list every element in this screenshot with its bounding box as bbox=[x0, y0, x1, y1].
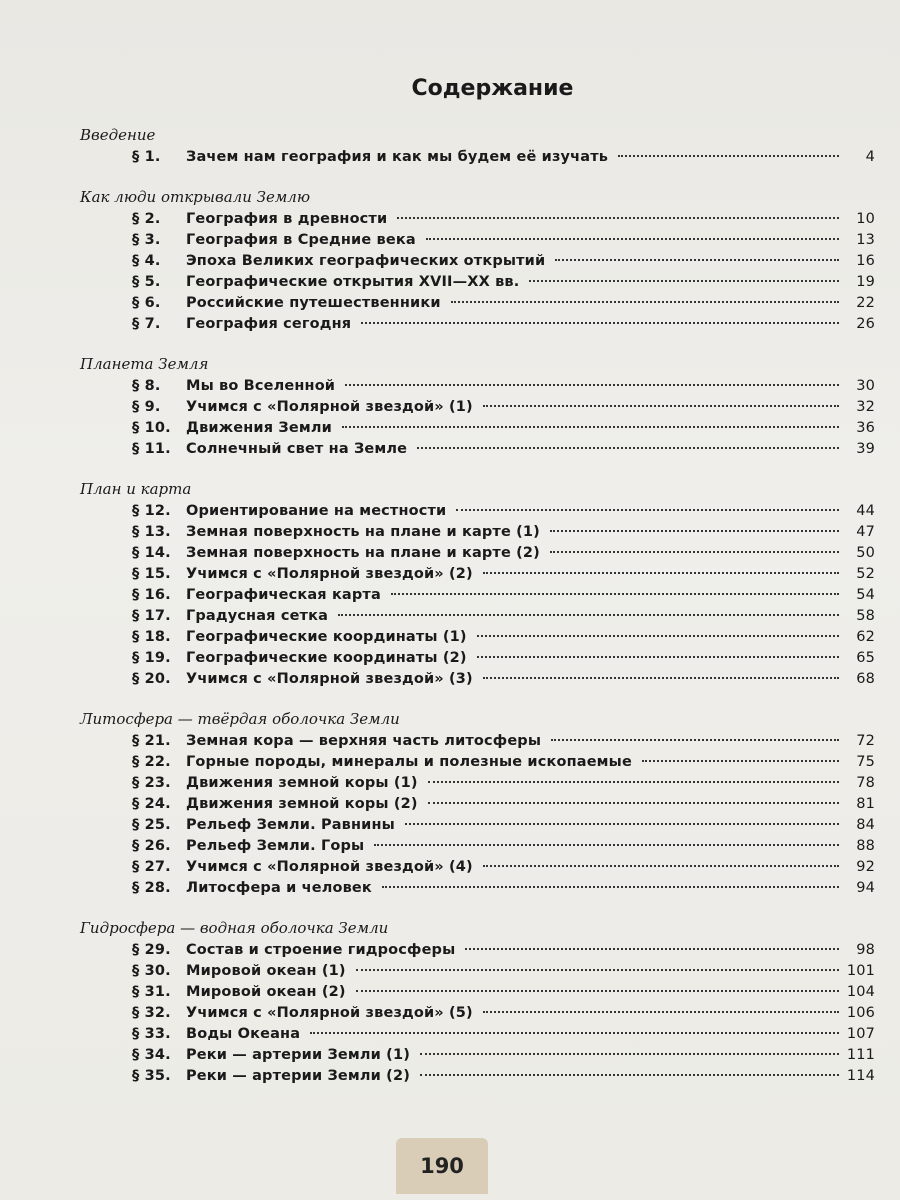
page-title: Содержание bbox=[411, 76, 574, 101]
entry-page-number: 92 bbox=[856, 859, 875, 875]
entry-page-number: 78 bbox=[856, 775, 875, 791]
dot-leader bbox=[391, 593, 839, 595]
entry-title: Мировой океан (2) bbox=[186, 984, 346, 1000]
paragraph-number: § 18. bbox=[132, 629, 171, 645]
section-title: Литосфера — твёрдая оболочка Земли bbox=[80, 710, 400, 728]
toc-entry bbox=[80, 501, 875, 522]
paragraph-number: § 20. bbox=[132, 671, 171, 687]
paragraph-number: § 32. bbox=[132, 1005, 171, 1021]
toc-entry bbox=[80, 606, 875, 627]
toc-entry bbox=[80, 857, 875, 878]
dot-leader bbox=[397, 217, 839, 219]
entry-title: География в древности bbox=[186, 211, 388, 227]
entry-title: География в Средние века bbox=[186, 232, 416, 248]
toc-section bbox=[80, 188, 875, 335]
paragraph-number: § 31. bbox=[132, 984, 171, 1000]
paragraph-number: § 1. bbox=[132, 149, 161, 165]
paragraph-number: § 2. bbox=[132, 211, 161, 227]
dot-leader bbox=[420, 1053, 839, 1055]
entry-page-number: 68 bbox=[856, 671, 875, 687]
dot-leader bbox=[483, 677, 839, 679]
toc-entry bbox=[80, 1003, 875, 1024]
dot-leader bbox=[483, 1011, 839, 1013]
dot-leader bbox=[483, 865, 839, 867]
paragraph-number: § 11. bbox=[132, 441, 171, 457]
dot-leader bbox=[451, 301, 839, 303]
toc-entry bbox=[80, 585, 875, 606]
paragraph-number: § 3. bbox=[132, 232, 161, 248]
toc-entry bbox=[80, 1045, 875, 1066]
toc-entry bbox=[80, 794, 875, 815]
entry-page-number: 104 bbox=[846, 984, 875, 1000]
dot-leader bbox=[456, 509, 839, 511]
toc-entry bbox=[80, 209, 875, 230]
toc-entry bbox=[80, 982, 875, 1003]
toc-entry bbox=[80, 522, 875, 543]
paragraph-number: § 14. bbox=[132, 545, 171, 561]
entry-page-number: 114 bbox=[846, 1068, 875, 1084]
entry-title: Географические открытия XVII—XX вв. bbox=[186, 274, 520, 290]
toc-entry bbox=[80, 147, 875, 168]
paragraph-number: § 16. bbox=[132, 587, 171, 603]
entry-page-number: 19 bbox=[856, 274, 875, 290]
toc-entry bbox=[80, 731, 875, 752]
entry-page-number: 52 bbox=[856, 566, 875, 582]
entry-page-number: 47 bbox=[856, 524, 875, 540]
paragraph-number: § 4. bbox=[132, 253, 161, 269]
toc-section bbox=[80, 710, 875, 899]
paragraph-number: § 21. bbox=[132, 733, 171, 749]
entry-page-number: 22 bbox=[856, 295, 875, 311]
entry-title: Эпоха Великих географических открытий bbox=[186, 253, 546, 269]
section-title: Введение bbox=[80, 126, 156, 144]
dot-leader bbox=[382, 886, 839, 888]
entry-title: Солнечный свет на Земле bbox=[186, 441, 408, 457]
toc-entry bbox=[80, 773, 875, 794]
entry-title: Рельеф Земли. Равнины bbox=[186, 817, 395, 833]
paragraph-number: § 19. bbox=[132, 650, 171, 666]
toc-entry bbox=[80, 314, 875, 335]
dot-leader bbox=[477, 656, 839, 658]
toc-entry bbox=[80, 669, 875, 690]
dot-leader bbox=[338, 614, 839, 616]
dot-leader bbox=[361, 322, 839, 324]
paragraph-number: § 35. bbox=[132, 1068, 171, 1084]
paragraph-number: § 9. bbox=[132, 399, 161, 415]
dot-leader bbox=[428, 802, 839, 804]
entry-title: Состав и строение гидросферы bbox=[186, 942, 456, 958]
toc-entry bbox=[80, 961, 875, 982]
entry-title: Зачем нам география и как мы будем её изучать bbox=[186, 149, 609, 165]
dot-leader bbox=[426, 238, 839, 240]
entry-title: Географическая карта bbox=[186, 587, 381, 603]
entry-title: Российские путешественники bbox=[186, 295, 441, 311]
entry-page-number: 36 bbox=[856, 420, 875, 436]
dot-leader bbox=[428, 781, 839, 783]
entry-page-number: 30 bbox=[856, 378, 875, 394]
entry-title: Рельеф Земли. Горы bbox=[186, 838, 365, 854]
paragraph-number: § 25. bbox=[132, 817, 171, 833]
entry-title: Учимся с «Полярной звездой» (2) bbox=[186, 566, 473, 582]
dot-leader bbox=[529, 280, 839, 282]
entry-title: География сегодня bbox=[186, 316, 352, 332]
entry-page-number: 88 bbox=[856, 838, 875, 854]
paragraph-number: § 8. bbox=[132, 378, 161, 394]
toc-entry bbox=[80, 397, 875, 418]
toc-entry bbox=[80, 418, 875, 439]
entry-page-number: 39 bbox=[856, 441, 875, 457]
entry-title: Географические координаты (1) bbox=[186, 629, 467, 645]
paragraph-number: § 22. bbox=[132, 754, 171, 770]
toc-entry bbox=[80, 376, 875, 397]
toc-entry bbox=[80, 940, 875, 961]
entry-page-number: 50 bbox=[856, 545, 875, 561]
entry-title: Движения Земли bbox=[186, 420, 332, 436]
toc-entry bbox=[80, 293, 875, 314]
toc-entry bbox=[80, 439, 875, 460]
entry-title: Мы во Вселенной bbox=[186, 378, 336, 394]
dot-leader bbox=[483, 405, 839, 407]
entry-page-number: 81 bbox=[856, 796, 875, 812]
section-title: Как люди открывали Землю bbox=[80, 188, 311, 206]
paragraph-number: § 15. bbox=[132, 566, 171, 582]
paragraph-number: § 27. bbox=[132, 859, 171, 875]
dot-leader bbox=[356, 969, 839, 971]
entry-page-number: 62 bbox=[856, 629, 875, 645]
toc-section bbox=[80, 355, 875, 460]
paragraph-number: § 33. bbox=[132, 1026, 171, 1042]
entry-title: Воды Океана bbox=[186, 1026, 301, 1042]
entry-title: Мировой океан (1) bbox=[186, 963, 346, 979]
entry-page-number: 111 bbox=[846, 1047, 875, 1063]
entry-title: Земная кора — верхняя часть литосферы bbox=[186, 733, 542, 749]
dot-leader bbox=[550, 530, 839, 532]
section-title: План и карта bbox=[80, 480, 192, 498]
dot-leader bbox=[555, 259, 839, 261]
entry-title: Движения земной коры (2) bbox=[186, 796, 418, 812]
toc-entry bbox=[80, 1066, 875, 1087]
toc-section bbox=[80, 919, 875, 1087]
dot-leader bbox=[465, 948, 839, 950]
toc-entry bbox=[80, 251, 875, 272]
toc-entry bbox=[80, 543, 875, 564]
toc-entry bbox=[80, 230, 875, 251]
dot-leader bbox=[477, 635, 839, 637]
dot-leader bbox=[551, 739, 839, 741]
dot-leader bbox=[342, 426, 839, 428]
paragraph-number: § 29. bbox=[132, 942, 171, 958]
toc-entry bbox=[80, 627, 875, 648]
toc-entry bbox=[80, 564, 875, 585]
dot-leader bbox=[356, 990, 839, 992]
toc-entry bbox=[80, 648, 875, 669]
entry-title: Земная поверхность на плане и карте (1) bbox=[186, 524, 540, 540]
dot-leader bbox=[642, 760, 839, 762]
entry-title: Учимся с «Полярной звездой» (1) bbox=[186, 399, 473, 415]
toc-entry bbox=[80, 1024, 875, 1045]
entry-page-number: 98 bbox=[856, 942, 875, 958]
toc-section bbox=[80, 126, 875, 168]
section-title: Гидросфера — водная оболочка Земли bbox=[80, 919, 389, 937]
paragraph-number: § 6. bbox=[132, 295, 161, 311]
dot-leader bbox=[417, 447, 839, 449]
entry-title: Реки — артерии Земли (1) bbox=[186, 1047, 410, 1063]
toc-entry bbox=[80, 836, 875, 857]
section-title: Планета Земля bbox=[80, 355, 209, 373]
paragraph-number: § 26. bbox=[132, 838, 171, 854]
entry-page-number: 106 bbox=[846, 1005, 875, 1021]
paragraph-number: § 12. bbox=[132, 503, 171, 519]
toc-entry bbox=[80, 272, 875, 293]
toc-section bbox=[80, 480, 875, 690]
paragraph-number: § 24. bbox=[132, 796, 171, 812]
paragraph-number: § 13. bbox=[132, 524, 171, 540]
dot-leader bbox=[550, 551, 839, 553]
entry-page-number: 32 bbox=[856, 399, 875, 415]
toc-entry bbox=[80, 752, 875, 773]
dot-leader bbox=[310, 1032, 839, 1034]
entry-page-number: 10 bbox=[856, 211, 875, 227]
toc-entry bbox=[80, 815, 875, 836]
paragraph-number: § 5. bbox=[132, 274, 161, 290]
entry-title: Учимся с «Полярной звездой» (4) bbox=[186, 859, 473, 875]
entry-page-number: 65 bbox=[856, 650, 875, 666]
dot-leader bbox=[374, 844, 839, 846]
paragraph-number: § 10. bbox=[132, 420, 171, 436]
entry-page-number: 101 bbox=[846, 963, 875, 979]
entry-page-number: 107 bbox=[846, 1026, 875, 1042]
entry-title: Земная поверхность на плане и карте (2) bbox=[186, 545, 540, 561]
entry-page-number: 16 bbox=[856, 253, 875, 269]
paragraph-number: § 17. bbox=[132, 608, 171, 624]
dot-leader bbox=[345, 384, 839, 386]
table-of-contents bbox=[80, 126, 875, 1107]
entry-title: Учимся с «Полярной звездой» (3) bbox=[186, 671, 473, 687]
dot-leader bbox=[618, 155, 839, 157]
paragraph-number: § 7. bbox=[132, 316, 161, 332]
entry-page-number: 84 bbox=[856, 817, 875, 833]
entry-page-number: 75 bbox=[856, 754, 875, 770]
paragraph-number: § 30. bbox=[132, 963, 171, 979]
entry-title: Литосфера и человек bbox=[186, 880, 372, 896]
paragraph-number: § 23. bbox=[132, 775, 171, 791]
entry-title: Движения земной коры (1) bbox=[186, 775, 418, 791]
entry-page-number: 26 bbox=[856, 316, 875, 332]
entry-title: Реки — артерии Земли (2) bbox=[186, 1068, 410, 1084]
entry-page-number: 44 bbox=[856, 503, 875, 519]
dot-leader bbox=[405, 823, 839, 825]
entry-page-number: 58 bbox=[856, 608, 875, 624]
page-number: 190 bbox=[396, 1138, 488, 1194]
entry-title: Градусная сетка bbox=[186, 608, 329, 624]
entry-title: Географические координаты (2) bbox=[186, 650, 467, 666]
dot-leader bbox=[483, 572, 839, 574]
paragraph-number: § 28. bbox=[132, 880, 171, 896]
entry-page-number: 54 bbox=[856, 587, 875, 603]
paragraph-number: § 34. bbox=[132, 1047, 171, 1063]
dot-leader bbox=[420, 1074, 839, 1076]
entry-title: Учимся с «Полярной звездой» (5) bbox=[186, 1005, 473, 1021]
entry-page-number: 4 bbox=[865, 149, 875, 165]
entry-title: Ориентирование на местности bbox=[186, 503, 447, 519]
entry-page-number: 13 bbox=[856, 232, 875, 248]
entry-page-number: 72 bbox=[856, 733, 875, 749]
toc-entry bbox=[80, 878, 875, 899]
entry-page-number: 94 bbox=[856, 880, 875, 896]
entry-title: Горные породы, минералы и полезные ископаемые bbox=[186, 754, 632, 770]
